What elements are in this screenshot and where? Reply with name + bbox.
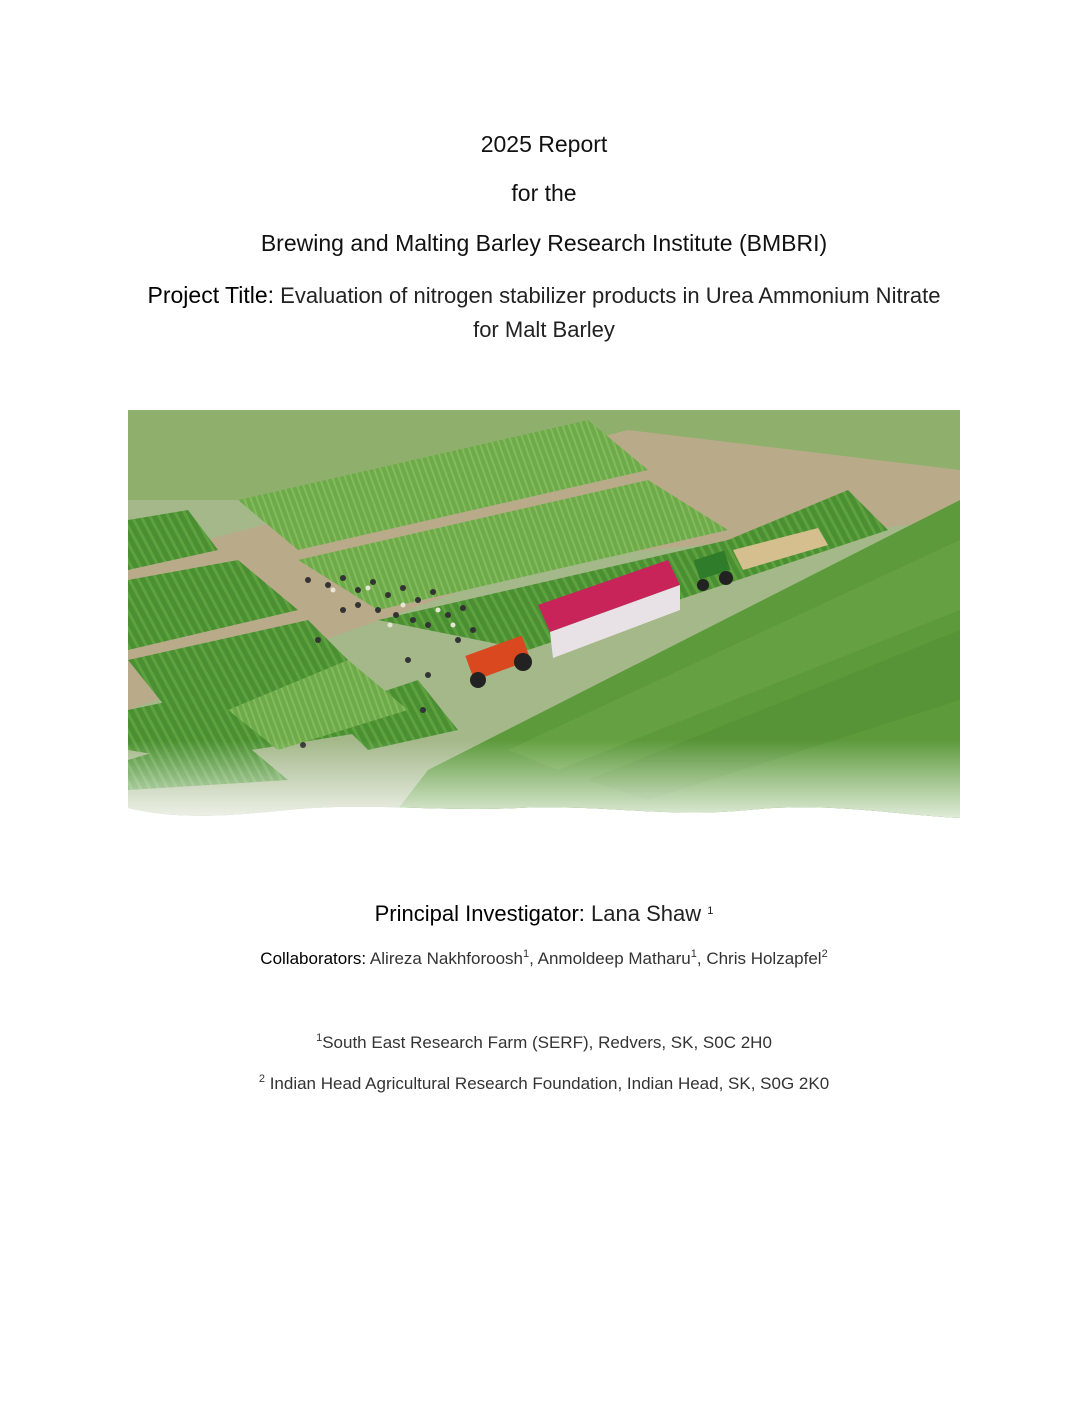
institute-heading: Brewing and Malting Barley Research Institute (BMBRI) xyxy=(260,230,828,256)
for-the-heading: for the xyxy=(511,180,577,206)
affiliation-line-1 xyxy=(0,1031,1088,1055)
collaborator-name: Anmoldeep Matharu xyxy=(537,949,691,968)
principal-investigator-name: Lana Shaw xyxy=(591,901,702,926)
collaborator-affiliation-sup: 1 xyxy=(690,948,697,960)
collaborators-label: Collaborators: xyxy=(260,949,367,968)
project-title-label: Project Title: xyxy=(147,282,275,308)
affiliation-line-2 xyxy=(0,1072,1088,1096)
principal-investigator-affiliation-sup: 1 xyxy=(707,905,714,917)
collaborator-affiliation-sup: 2 xyxy=(821,948,828,960)
principal-investigator-line xyxy=(0,899,1088,929)
cover-photo xyxy=(128,410,960,822)
project-title-text-line1: Evaluation of nitrogen stabilizer products in Urea Ammonium Nitrate xyxy=(280,283,941,308)
affiliation-number: 2 xyxy=(258,1073,265,1085)
affiliation-number: 1 xyxy=(316,1032,323,1044)
collaborator-name: Alireza Nakhforoosh xyxy=(369,949,523,968)
aerial-field-photo-icon xyxy=(128,410,960,822)
collaborator-affiliation-sup: 1 xyxy=(523,948,530,960)
project-title-text-line2: for Malt Barley xyxy=(473,317,615,342)
collaborator-separator: , xyxy=(696,949,707,968)
affiliation-text: South East Research Farm (SERF), Redvers, SK, S0C 2H0 xyxy=(322,1033,772,1052)
collaborators-line xyxy=(0,947,1088,971)
affiliation-text: Indian Head Agricultural Research Foundation, Indian Head, SK, S0G 2K0 xyxy=(264,1074,830,1093)
project-title-block xyxy=(120,278,968,347)
collaborator-name: Chris Holzapfel xyxy=(706,949,822,968)
collaborator-separator: , xyxy=(529,949,538,968)
principal-investigator-label: Principal Investigator: xyxy=(374,901,585,926)
report-year-heading: 2025 Report xyxy=(480,131,608,157)
